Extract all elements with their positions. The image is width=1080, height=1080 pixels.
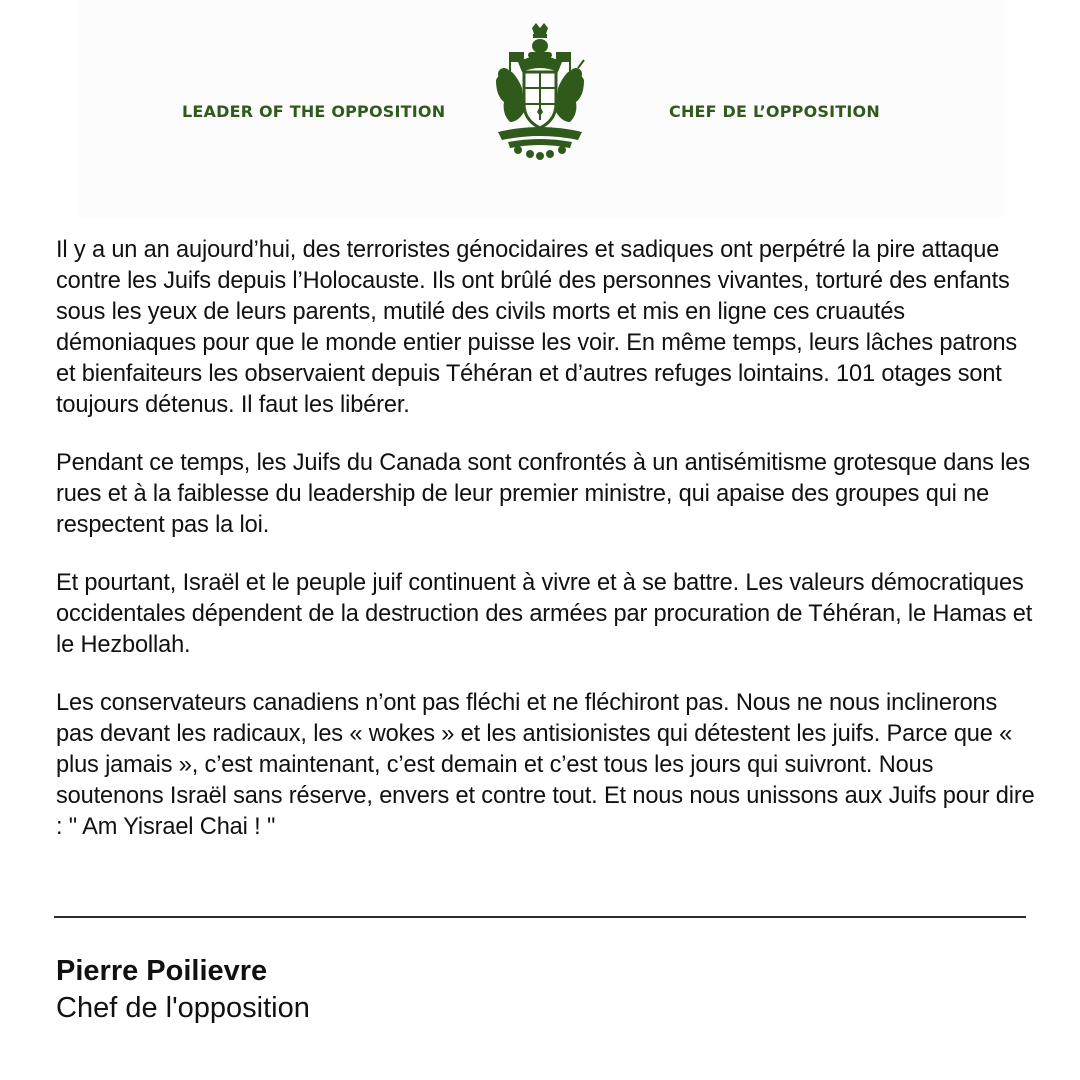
coat-of-arms-icon [488,22,592,160]
letterhead [78,0,1004,218]
letterhead-left-title: LEADER OF THE OPPOSITION [182,102,446,121]
paragraph-2: Pendant ce temps, les Juifs du Canada sont confrontés à un antisémitisme grotesque dans les rues et à la faiblesse du leadership de leur premier ministre, qui apaise des groupes qui ne respectent pas la loi. [56,450,1030,538]
statement-body [56,235,1036,870]
paragraph-4: Les conservateurs canadiens n’ont pas fléchi et ne fléchiront pas. Nous ne nous inclinerons pas devant les radicaux, les « wokes » et les antisionistes qui détestent les juifs. Parce que « plus jamais », c’est maintenant, c’est demain et c’est tous les jours qui suivront. Nous soutenons Israël sans réserve, envers et contre tout. Et nous nous unissons aux Juifs pour dire : " Am Yisrael Chai ! " [56,690,1035,840]
paragraph-1: Il y a un an aujourd’hui, des terroristes génocidaires et sadiques ont perpétré la pire attaque contre les Juifs depuis l’Holocauste. Ils ont brûlé des personnes vivantes, torturé des enfants sous les yeux de leurs parents, mutilé des civils morts et mis en ligne ces cruautés démoniaques pour que le monde entier puisse les voir. En même temps, leurs lâches patrons et bienfaiteurs les observaient depuis Téhéran et d’autres refuges lointains. 101 otages sont toujours détenus. Il faut les libérer. [56,237,1018,418]
letterhead-right-title: CHEF DE L’OPPOSITION [669,102,880,121]
divider [54,916,1026,918]
signature-title: Chef de l'opposition [56,992,310,1024]
paragraph-3: Et pourtant, Israël et le peuple juif continuent à vivre et à se battre. Les valeurs démocratiques occidentales dépendent de la destruction des armées par procuration de Téhéran, le Hamas et le Hezbollah. [56,570,1033,658]
signature-name: Pierre Poilievre [56,955,268,987]
